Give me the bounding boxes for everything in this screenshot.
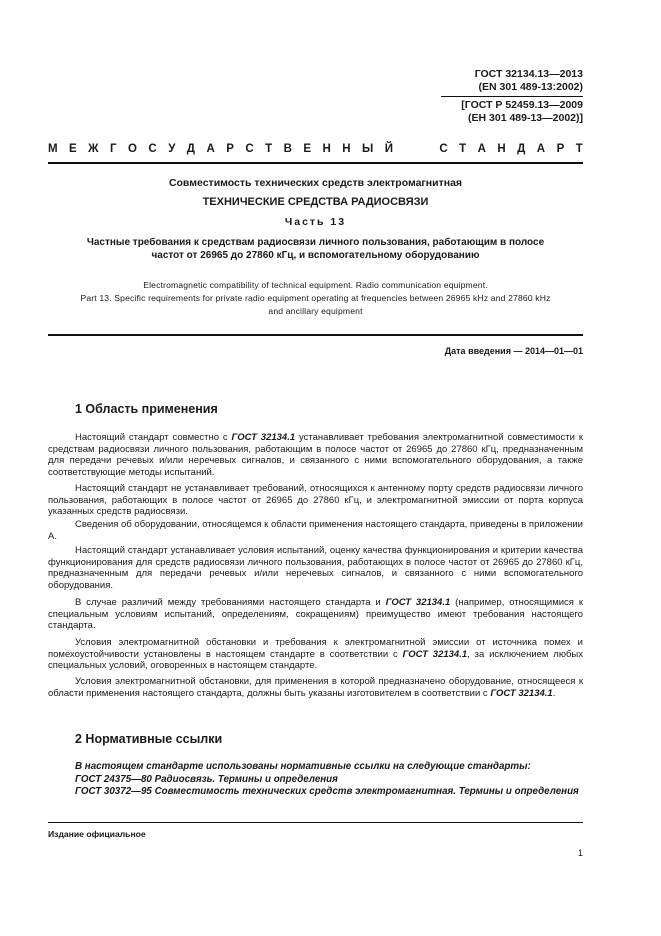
english-title [48,279,583,318]
standard-type-letter: Н [322,143,331,155]
english-title-line-3: and ancillary equipment [268,306,363,316]
designation-divider [441,96,583,97]
reference-gost-30372: ГОСТ 30372—95 Совместимость технических средств электромагнитная. Термины и определения [75,786,579,797]
replaced-line-2: (ЕН 301 489-13—2002)] [468,112,583,124]
standard-type-letter: Д [517,143,526,155]
standard-type-letter: Г [110,143,117,155]
reference-gost-24375: ГОСТ 24375—80 Радиосвязь. Термины и определения [75,773,338,785]
standard-type-letter: А [477,143,486,155]
standard-type-letter: М [48,143,58,155]
standard-type-heading [48,143,583,155]
introduction-date: Дата введения — 2014—01—01 [444,346,583,356]
normative-references [75,761,583,786]
title-bottom-rule [48,334,583,336]
paragraph-5: В случае различий между требованиями настоящего стандарта и ГОСТ 32134.1 (например, относящимися к специальным условиям испытаний, определениям, сокращениям) преимущество имеют требования настоящего стандарта. [48,597,583,632]
standard-type-letter: Ж [88,143,99,155]
subtitle-line-1: Частные требования к средствам радиосвязи личного пользования, работающим в полосе [86,237,545,248]
footer-rule [48,822,583,823]
replaced-line-1: [ГОСТ Р 52459.13—2009 [461,99,583,111]
title-line-1: Совместимость технических средств электромагнитная [168,177,463,189]
standard-type-letter: А [536,143,546,155]
standard-type-letter: В [283,143,292,155]
paragraph-4: Настоящий стандарт устанавливает условия испытаний, оценку качества функционирования и критерии качества функционирования для средств радиосвязи личного пользования, работающих в полосе частот от 26965 до 27860 кГц, предназначенным для передачи речевых и/или неречевых сигналов, и связанного с ними вспомогательного оборудования. [48,545,583,591]
standard-type-letter [422,143,428,155]
paragraph-1: Настоящий стандарт совместно с ГОСТ 32134.1 устанавливает требования электромагнитной совместимости к средствам радиосвязи личного пользования, работающим в полосе частот от 26965 до 27860 кГц, предназначенным для передачи речевых и/или неречевых сигналов, и связанного с ними вспомогательного оборудования, а также соответствующие методы испытаний. [48,432,583,478]
section-1-heading: 1 Область применения [75,402,218,416]
part-label: Часть 13 [284,216,347,228]
references-intro: В настоящем стандарте использованы нормативные ссылки на следующие стандарты: [75,761,531,772]
standard-type-letter: О [128,143,137,155]
reference-gost-32134-1: ГОСТ 32134.1 [490,687,553,699]
standard-type-letter: Ы [362,143,374,155]
reference-gost-32134-1: ГОСТ 32134.1 [385,597,451,608]
reference-gost-32134-1: ГОСТ 32134.1 [402,648,468,660]
standard-type-letter: Т [459,143,467,155]
standard-type-letter: Е [69,143,77,155]
standard-designation [475,68,583,94]
english-title-line-1: Electromagnetic compatibility of technical equipment. Radio communication equipment. [143,280,488,290]
paragraph-6: Условия электромагнитной обстановки и требования к электромагнитной эмиссии от источника помех и помехоустойчивости установлены в настоящем стандарте в соответствии с ГОСТ 32134.1, за исключением любых специальных условий, оговоренных в настоящем стандарте. [48,637,583,672]
standard-type-letter: А [206,143,215,155]
standard-type-letter: Й [384,143,393,155]
standard-type-letter: С [245,143,254,155]
subtitle-line-2: частот от 26965 до 27860 кГц, и вспомогательному оборудованию [151,250,480,261]
official-edition-label: Издание официальное [48,829,146,839]
title-line-2: ТЕХНИЧЕСКИЕ СРЕДСТВА РАДИОСВЯЗИ [202,196,429,208]
paragraph-2: Настоящий стандарт не устанавливает требований, относящихся к антенному порту средств радиосвязи личного пользования, работающих в полосе частот от 26965 до 27860 кГц, и электромагнитной эмиссии от порта корпуса указанных средств радиосвязи. [48,483,583,518]
standard-type-letter [404,143,410,155]
standard-type-letter: Д [186,143,195,155]
subtitle [48,236,583,262]
english-title-line-2: Part 13. Specific requirements for private radio equipment operating at frequencies between 26965 kHz and 27860 kHz [80,293,551,303]
reference-gost-32134-1: ГОСТ 32134.1 [231,432,296,443]
paragraph-3: Сведения об оборудовании, относящемся к области применения настоящего стандарта, приведены в приложении А. [48,519,583,542]
standard-type-letter: У [168,143,176,155]
page-number: 1 [577,848,583,858]
standard-type-letter: Т [265,143,273,155]
standard-type-letter: С [439,143,448,155]
standard-type-letter: Р [556,143,565,155]
standard-type-letter: Н [342,143,351,155]
designation-line-1: ГОСТ 32134.13—2013 [474,68,583,80]
standard-type-letter: Н [497,143,506,155]
paragraph-7: Условия электромагнитной обстановки, для применения в которой предназначено оборудование, относящееся к области применения настоящего стандарта, должны быть указаны изготовителем в соответствии с ГОСТ 32134.1. [48,676,583,699]
standard-type-letter: С [148,143,157,155]
designation-line-2: (EN 301 489-13:2002) [478,81,583,93]
section-2-heading: 2 Нормативные ссылки [75,732,223,746]
standard-type-letter: Р [226,143,234,155]
replaced-designation [461,99,583,125]
standard-type-letter: Е [303,143,312,155]
top-rule [48,162,583,164]
standard-type-letter: Т [575,143,583,155]
